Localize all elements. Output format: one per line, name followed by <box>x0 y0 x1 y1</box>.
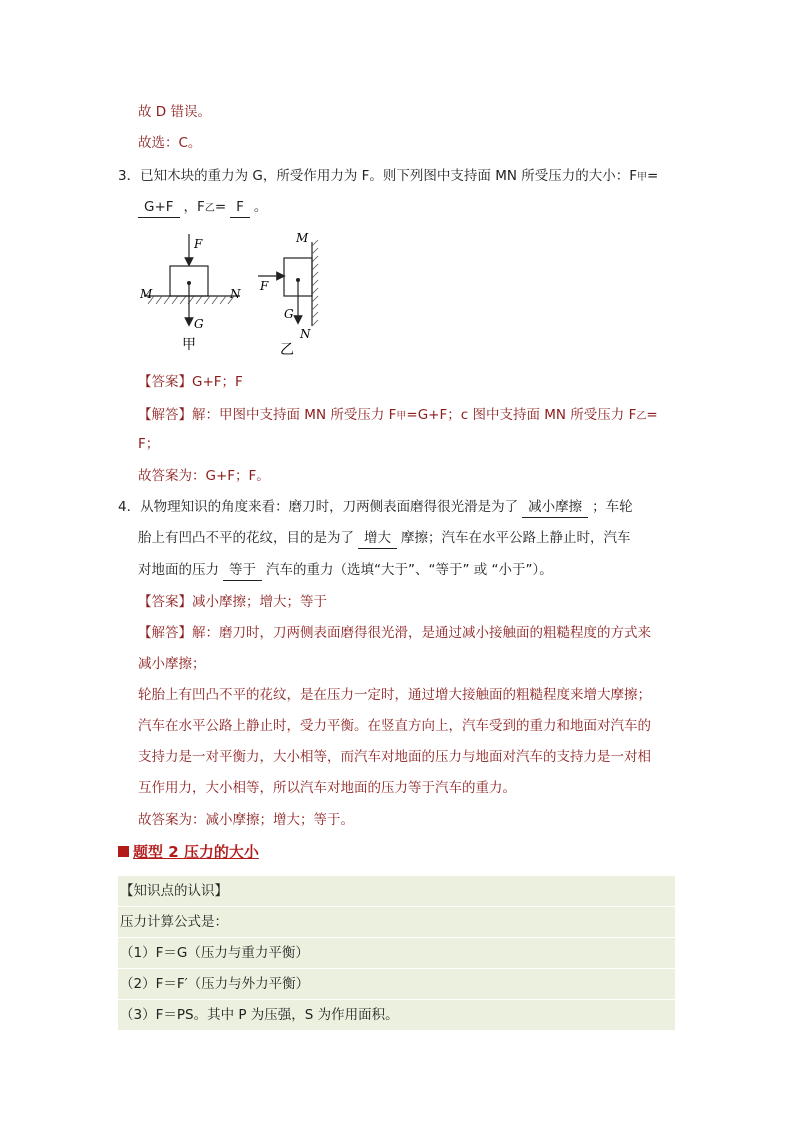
q4-number: 4． <box>118 499 141 515</box>
q4-solution-line6: 互作用力，大小相等，所以汽车对地面的压力等于汽车的重力。 <box>138 780 516 796</box>
q3-solution-line2: F； <box>138 436 160 452</box>
q3-number: 3． <box>118 168 141 184</box>
prev-conclusion: 故 D 错误。 <box>138 104 211 120</box>
knowledge-box <box>118 876 675 1031</box>
knowledge-row: 压力计算公式是： <box>118 907 675 938</box>
label-f: F <box>260 279 269 293</box>
q4-blank-3: 等于 <box>223 560 262 581</box>
q3-solution-line1: 【解答】解：甲图中支持面 MN 所受压力 F甲=G+F；c 图中支持面 MN 所受压力 F乙= <box>138 407 658 423</box>
label-n: N <box>300 327 311 341</box>
q4-conclusion: 故答案为：减小摩擦；增大；等于。 <box>138 812 354 828</box>
q4-solution-line3: 轮胎上有凹凸不平的花纹，是在压力一定时，通过增大接触面的粗糙程度来增大摩擦； <box>138 687 651 703</box>
prev-choice: 故选：C。 <box>138 135 202 151</box>
knowledge-row: （3）F＝PS。其中 P 为压强，S 为作用面积。 <box>118 1000 675 1031</box>
knowledge-row: （1）F＝G（压力与重力平衡） <box>118 938 675 969</box>
q4-stem-line1: 4．从物理知识的角度来看：磨刀时，刀两侧表面磨得很光滑是为了 减小摩擦 ；车轮 <box>118 497 633 518</box>
label-m: M <box>296 231 309 245</box>
knowledge-row: 【知识点的认识】 <box>118 876 675 907</box>
q3-stem-line2: G+F ，F乙= F 。 <box>138 197 267 219</box>
q4-blank-1: 减小摩擦 <box>522 497 588 518</box>
label-f: F <box>194 237 203 251</box>
label-n: N <box>230 287 241 301</box>
q3-stem-line1: 3．已知木块的重力为 G，所受作用力为 F。则下列图中支持面 MN 所受压力的大小：F甲= <box>118 168 659 184</box>
section-marker-icon <box>118 846 129 857</box>
q4-stem-line3: 对地面的压力 等于 汽车的重力（选填“大于”、“等于” 或 “小于”）。 <box>138 560 553 581</box>
wall-hatch <box>312 240 318 326</box>
caption-jia: 甲 <box>182 337 196 353</box>
label-g: G <box>284 307 294 321</box>
q4-solution-line2: 减小摩擦； <box>138 656 206 672</box>
q4-stem-line2: 胎上有凹凸不平的花纹，目的是为了 增大 摩擦；汽车在水平公路上静止时，汽车 <box>138 528 631 549</box>
caption-yi: 乙 <box>280 342 294 358</box>
q4-blank-2: 增大 <box>358 528 397 549</box>
q3-conclusion: 故答案为：G+F；F。 <box>138 468 270 484</box>
q4-answer: 【答案】减小摩擦；增大；等于 <box>138 594 327 610</box>
label-m: M <box>140 287 153 301</box>
figure-jia <box>136 228 246 358</box>
hatch-lines <box>148 296 234 304</box>
knowledge-row: （2）F＝F′（压力与外力平衡） <box>118 969 675 1000</box>
q4-solution-line1: 【解答】解：磨刀时，刀两侧表面磨得很光滑，是通过减小接触面的粗糙程度的方式来 <box>138 625 651 641</box>
q4-solution-line5: 支持力是一对平衡力，大小相等，而汽车对地面的压力与地面对汽车的支持力是一对相 <box>138 749 651 765</box>
q4-solution-line4: 汽车在水平公路上静止时，受力平衡。在竖直方向上，汽车受到的重力和地面对汽车的 <box>138 718 651 734</box>
section-title: 题型 2 压力的大小 <box>133 842 259 861</box>
q3-blank-2: F <box>230 197 250 218</box>
q3-answer: 【答案】G+F；F <box>138 374 243 390</box>
section-heading <box>118 838 259 864</box>
label-g: G <box>194 317 204 331</box>
figure-yi <box>254 228 334 358</box>
q3-blank-1: G+F <box>138 197 180 218</box>
